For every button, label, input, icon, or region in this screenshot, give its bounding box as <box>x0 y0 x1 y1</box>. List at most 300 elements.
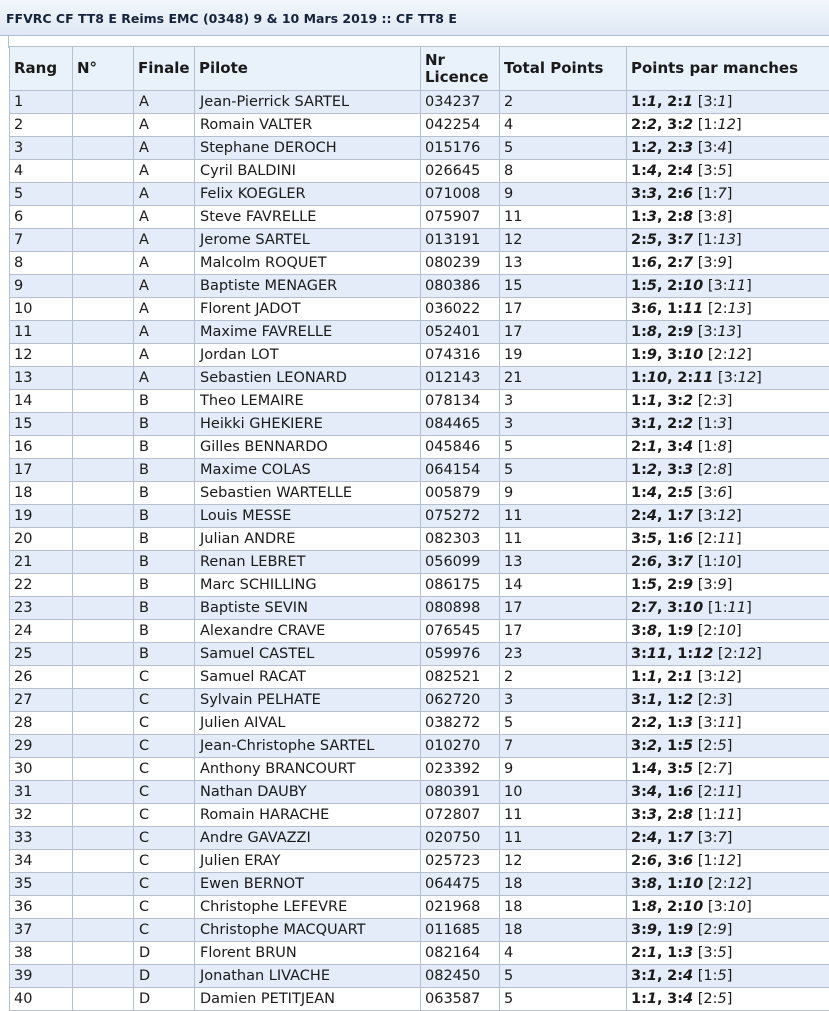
heat-position: 4 <box>647 163 657 179</box>
total-points-cell: 17 <box>500 298 627 321</box>
table-row <box>10 160 829 183</box>
total-points-cell: 4 <box>500 114 627 137</box>
points-par-manches-cell <box>627 206 829 229</box>
heat-number: 2 <box>667 577 677 593</box>
heat-position: 12 <box>738 646 756 662</box>
heat-position: 12 <box>738 370 756 386</box>
numero-cell <box>73 390 134 413</box>
pilote-cell: Heikki GHEKIERE <box>195 413 421 436</box>
table-row <box>10 528 829 551</box>
licence-cell: 064154 <box>421 459 500 482</box>
heat-number: 1 <box>677 646 687 662</box>
counted-heat-score: 2:5 <box>667 485 693 501</box>
licence-cell: 056099 <box>421 551 500 574</box>
table-row <box>10 804 829 827</box>
licence-cell: 075907 <box>421 206 500 229</box>
table-row <box>10 367 829 390</box>
column-header-finale[interactable]: Finale <box>134 47 195 91</box>
rang-cell: 37 <box>10 919 73 942</box>
heat-position: 5 <box>718 945 727 961</box>
counted-heat-score: 3:6 <box>667 853 693 869</box>
points-par-manches-cell <box>627 482 829 505</box>
heat-number: 2 <box>703 462 712 478</box>
numero-cell <box>73 758 134 781</box>
finale-cell: A <box>134 183 195 206</box>
total-points-cell: 5 <box>500 436 627 459</box>
finale-cell: C <box>134 735 195 758</box>
heat-number: 2 <box>631 715 641 731</box>
heat-number: 3 <box>703 508 712 524</box>
column-header-pilote[interactable]: Pilote <box>195 47 421 91</box>
heat-position: 6 <box>718 485 727 501</box>
heat-number: 1 <box>631 485 641 501</box>
counted-heat-score: 3:7 <box>667 554 693 570</box>
counted-heat-score: 3:8, <box>631 623 663 639</box>
table-row <box>10 551 829 574</box>
dropped-heat-score: [1:10] <box>698 554 742 570</box>
heat-position: 6 <box>683 186 693 202</box>
counted-heat-score: 3:2 <box>667 393 693 409</box>
heat-number: 2 <box>667 94 677 110</box>
counted-heat-score: 2:6, <box>631 554 663 570</box>
pilote-cell: Cyril BALDINI <box>195 160 421 183</box>
finale-cell: B <box>134 597 195 620</box>
counted-heat-score: 2:1 <box>667 669 693 685</box>
table-row <box>10 229 829 252</box>
finale-cell: A <box>134 344 195 367</box>
points-par-manches-cell <box>627 597 829 620</box>
finale-cell: A <box>134 160 195 183</box>
licence-cell: 015176 <box>421 137 500 160</box>
rang-cell: 22 <box>10 574 73 597</box>
heat-position: 10 <box>718 623 736 639</box>
finale-cell: A <box>134 114 195 137</box>
points-par-manches-cell <box>627 896 829 919</box>
rang-cell: 29 <box>10 735 73 758</box>
dropped-heat-score: [2:12] <box>708 876 752 892</box>
rang-cell: 24 <box>10 620 73 643</box>
heat-number: 1 <box>667 922 677 938</box>
pilote-cell: Jonathan LIVACHE <box>195 965 421 988</box>
total-points-cell: 9 <box>500 758 627 781</box>
dropped-heat-score: [3:8] <box>698 209 733 225</box>
heat-number: 3 <box>703 324 712 340</box>
heat-position: 4 <box>647 784 657 800</box>
heat-number: 3 <box>667 439 677 455</box>
licence-cell: 025723 <box>421 850 500 873</box>
numero-cell <box>73 781 134 804</box>
counted-heat-score: 1:6 <box>667 784 693 800</box>
dropped-heat-score: [2:9] <box>698 922 733 938</box>
heat-position: 4 <box>647 508 657 524</box>
licence-cell: 010270 <box>421 735 500 758</box>
numero-cell <box>73 965 134 988</box>
pilote-cell: Louis MESSE <box>195 505 421 528</box>
heat-position: 10 <box>683 347 703 363</box>
heat-number: 3 <box>667 117 677 133</box>
heat-number: 2 <box>724 646 733 662</box>
dropped-heat-score: [1:5] <box>698 968 733 984</box>
counted-heat-score: 2:4 <box>667 968 693 984</box>
counted-heat-score: 1:1, <box>631 94 663 110</box>
points-par-manches-cell <box>627 919 829 942</box>
heat-number: 3 <box>703 255 712 271</box>
rang-cell: 14 <box>10 390 73 413</box>
licence-cell: 072807 <box>421 804 500 827</box>
table-row <box>10 275 829 298</box>
heat-number: 1 <box>703 807 712 823</box>
table-row <box>10 735 829 758</box>
counted-heat-score: 3:11, <box>631 646 673 662</box>
counted-heat-score: 3:3, <box>631 807 663 823</box>
total-points-cell: 4 <box>500 942 627 965</box>
heat-position: 9 <box>647 347 657 363</box>
column-header-rang[interactable]: Rang <box>10 47 73 91</box>
heat-position: 5 <box>683 761 693 777</box>
table-row <box>10 390 829 413</box>
table-row <box>10 505 829 528</box>
pilote-cell: Samuel CASTEL <box>195 643 421 666</box>
licence-cell: 042254 <box>421 114 500 137</box>
heat-number: 1 <box>631 209 641 225</box>
points-par-manches-cell <box>627 873 829 896</box>
finale-cell: B <box>134 482 195 505</box>
total-points-cell: 2 <box>500 666 627 689</box>
total-points-cell: 7 <box>500 735 627 758</box>
heat-position: 1 <box>683 94 693 110</box>
counted-heat-score: 1:4, <box>631 163 663 179</box>
licence-cell: 074316 <box>421 344 500 367</box>
finale-cell: B <box>134 390 195 413</box>
finale-cell: C <box>134 712 195 735</box>
points-par-manches-cell <box>627 390 829 413</box>
points-par-manches-cell <box>627 781 829 804</box>
points-par-manches-cell <box>627 91 829 114</box>
table-body <box>10 91 829 1011</box>
licence-cell: 080391 <box>421 781 500 804</box>
total-points-cell: 18 <box>500 873 627 896</box>
finale-cell: D <box>134 942 195 965</box>
heat-position: 5 <box>647 278 657 294</box>
counted-heat-score: 1:3 <box>667 715 693 731</box>
pilote-cell: Theo LEMAIRE <box>195 390 421 413</box>
points-par-manches-cell <box>627 413 829 436</box>
heat-position: 1 <box>647 393 657 409</box>
pilote-cell: Baptiste SEVIN <box>195 597 421 620</box>
pilote-cell: Christophe MACQUART <box>195 919 421 942</box>
counted-heat-score: 1:9 <box>667 922 693 938</box>
points-par-manches-cell <box>627 298 829 321</box>
counted-heat-score: 1:6 <box>667 531 693 547</box>
heat-number: 3 <box>631 876 641 892</box>
rang-cell: 13 <box>10 367 73 390</box>
heat-number: 2 <box>667 140 677 156</box>
heat-position: 6 <box>683 531 693 547</box>
licence-cell: 076545 <box>421 620 500 643</box>
rang-cell: 23 <box>10 597 73 620</box>
heat-position: 2 <box>683 117 693 133</box>
total-points-cell: 18 <box>500 919 627 942</box>
heat-position: 3 <box>683 462 693 478</box>
rang-cell: 19 <box>10 505 73 528</box>
heat-position: 2 <box>647 117 657 133</box>
licence-header-line2: Licence <box>425 68 489 86</box>
heat-number: 1 <box>703 117 712 133</box>
counted-heat-score: 2:4, <box>631 830 663 846</box>
rang-cell: 7 <box>10 229 73 252</box>
total-points-cell: 5 <box>500 712 627 735</box>
table-row <box>10 942 829 965</box>
pilote-cell: Julien ERAY <box>195 850 421 873</box>
numero-cell <box>73 850 134 873</box>
finale-cell: C <box>134 896 195 919</box>
numero-cell <box>73 206 134 229</box>
numero-cell <box>73 919 134 942</box>
licence-cell: 075272 <box>421 505 500 528</box>
heat-number: 3 <box>703 830 712 846</box>
licence-cell: 020750 <box>421 827 500 850</box>
numero-cell <box>73 551 134 574</box>
pilote-cell: Alexandre CRAVE <box>195 620 421 643</box>
heat-number: 2 <box>714 347 723 363</box>
heat-position: 1 <box>647 968 657 984</box>
heat-number: 3 <box>703 577 712 593</box>
dropped-heat-score: [1:12] <box>698 853 742 869</box>
finale-cell: A <box>134 229 195 252</box>
pilote-cell: Steve FAVRELLE <box>195 206 421 229</box>
counted-heat-score: 3:2, <box>631 738 663 754</box>
counted-heat-score: 1:9 <box>667 623 693 639</box>
finale-cell: C <box>134 850 195 873</box>
counted-heat-score: 2:4, <box>631 508 663 524</box>
numero-cell <box>73 298 134 321</box>
column-header-licence[interactable] <box>421 47 500 91</box>
counted-heat-score: 2:1, <box>631 439 663 455</box>
licence-cell: 038272 <box>421 712 500 735</box>
finale-cell: B <box>134 620 195 643</box>
heat-position: 5 <box>718 968 727 984</box>
counted-heat-score: 2:9 <box>667 324 693 340</box>
table-row <box>10 988 829 1011</box>
heat-position: 9 <box>683 922 693 938</box>
heat-number: 3 <box>667 462 677 478</box>
finale-cell: A <box>134 252 195 275</box>
heat-number: 1 <box>703 416 712 432</box>
heat-number: 2 <box>667 278 677 294</box>
table-row <box>10 482 829 505</box>
pilote-cell: Sylvain PELHATE <box>195 689 421 712</box>
heat-position: 11 <box>718 531 736 547</box>
heat-number: 3 <box>724 370 733 386</box>
heat-number: 1 <box>714 600 723 616</box>
heat-number: 2 <box>667 669 677 685</box>
points-par-manches-cell <box>627 344 829 367</box>
heat-position: 6 <box>647 853 657 869</box>
table-row <box>10 643 829 666</box>
dropped-heat-score: [2:5] <box>698 738 733 754</box>
heat-position: 8 <box>718 462 727 478</box>
dropped-heat-score: [3:7] <box>698 830 733 846</box>
heat-position: 4 <box>718 140 727 156</box>
finale-cell: C <box>134 919 195 942</box>
licence-cell: 063587 <box>421 988 500 1011</box>
licence-cell: 086175 <box>421 574 500 597</box>
numero-cell <box>73 873 134 896</box>
heat-number: 3 <box>631 623 641 639</box>
heat-number: 3 <box>667 393 677 409</box>
heat-position: 5 <box>718 991 727 1007</box>
heat-position: 3 <box>718 416 727 432</box>
counted-heat-score: 1:1, <box>631 991 663 1007</box>
counted-heat-score: 3:5 <box>667 761 693 777</box>
finale-cell: B <box>134 505 195 528</box>
table-row <box>10 896 829 919</box>
dropped-heat-score: [1:7] <box>698 186 733 202</box>
dropped-heat-score: [2:11] <box>698 784 742 800</box>
numero-cell <box>73 413 134 436</box>
heat-position: 6 <box>683 784 693 800</box>
heat-number: 1 <box>667 876 677 892</box>
column-header-points-par-manches[interactable]: Points par manches <box>627 47 829 91</box>
dropped-heat-score: [2:10] <box>698 623 742 639</box>
heat-position: 1 <box>647 439 657 455</box>
rang-cell: 16 <box>10 436 73 459</box>
total-points-cell: 12 <box>500 229 627 252</box>
numero-cell <box>73 321 134 344</box>
rang-cell: 40 <box>10 988 73 1011</box>
pilote-cell: Samuel RACAT <box>195 666 421 689</box>
numero-cell <box>73 574 134 597</box>
dropped-heat-score: [3:4] <box>698 140 733 156</box>
counted-heat-score: 3:2 <box>667 117 693 133</box>
counted-heat-score: 3:10 <box>667 600 703 616</box>
counted-heat-score: 1:5, <box>631 278 663 294</box>
pilote-cell: Baptiste MENAGER <box>195 275 421 298</box>
licence-cell: 005879 <box>421 482 500 505</box>
heat-position: 7 <box>718 186 727 202</box>
rang-cell: 8 <box>10 252 73 275</box>
heat-position: 5 <box>647 232 657 248</box>
pilote-cell: Christophe LEFEVRE <box>195 896 421 919</box>
dropped-heat-score: [2:8] <box>698 462 733 478</box>
dropped-heat-score: [3:12] <box>718 370 762 386</box>
finale-cell: D <box>134 988 195 1011</box>
finale-cell: A <box>134 298 195 321</box>
heat-number: 2 <box>703 623 712 639</box>
heat-position: 11 <box>683 301 703 317</box>
points-par-manches-cell <box>627 275 829 298</box>
licence-cell: 080386 <box>421 275 500 298</box>
rang-cell: 6 <box>10 206 73 229</box>
heat-number: 1 <box>631 462 641 478</box>
heat-position: 13 <box>718 324 736 340</box>
licence-cell: 013191 <box>421 229 500 252</box>
heat-position: 3 <box>683 945 693 961</box>
table-row <box>10 459 829 482</box>
heat-number: 1 <box>667 692 677 708</box>
finale-cell: C <box>134 758 195 781</box>
total-points-cell: 11 <box>500 827 627 850</box>
points-par-manches-cell <box>627 735 829 758</box>
heat-position: 11 <box>718 807 736 823</box>
heat-number: 3 <box>631 922 641 938</box>
heat-number: 3 <box>714 899 723 915</box>
points-par-manches-cell <box>627 528 829 551</box>
dropped-heat-score: [3:9] <box>698 577 733 593</box>
heat-position: 10 <box>683 899 703 915</box>
pilote-cell: Damien PETITJEAN <box>195 988 421 1011</box>
heat-number: 2 <box>703 991 712 1007</box>
heat-position: 2 <box>683 416 693 432</box>
heat-number: 3 <box>631 531 641 547</box>
rang-cell: 2 <box>10 114 73 137</box>
heat-number: 3 <box>631 186 641 202</box>
heat-number: 1 <box>667 945 677 961</box>
heat-number: 1 <box>703 853 712 869</box>
heat-number: 2 <box>631 117 641 133</box>
licence-cell: 036022 <box>421 298 500 321</box>
licence-cell: 026645 <box>421 160 500 183</box>
counted-heat-score: 3:4, <box>631 784 663 800</box>
heat-number: 3 <box>703 209 712 225</box>
heat-number: 2 <box>631 830 641 846</box>
dropped-heat-score: [3:12] <box>698 508 742 524</box>
heat-number: 3 <box>703 945 712 961</box>
table-row <box>10 183 829 206</box>
rang-cell: 15 <box>10 413 73 436</box>
column-header-total-points[interactable]: Total Points <box>500 47 627 91</box>
points-par-manches-cell <box>627 804 829 827</box>
dropped-heat-score: [1:12] <box>698 117 742 133</box>
column-header-numero[interactable]: N° <box>73 47 134 91</box>
licence-cell: 084465 <box>421 413 500 436</box>
counted-heat-score: 3:5, <box>631 531 663 547</box>
points-par-manches-cell <box>627 252 829 275</box>
points-par-manches-cell <box>627 666 829 689</box>
table-row <box>10 758 829 781</box>
heat-position: 10 <box>728 899 746 915</box>
pilote-cell: Felix KOEGLER <box>195 183 421 206</box>
heat-number: 1 <box>703 554 712 570</box>
licence-cell: 023392 <box>421 758 500 781</box>
rang-cell: 35 <box>10 873 73 896</box>
heat-position: 8 <box>683 807 693 823</box>
counted-heat-score: 3:1, <box>631 968 663 984</box>
finale-cell: B <box>134 643 195 666</box>
rang-cell: 1 <box>10 91 73 114</box>
heat-number: 2 <box>703 784 712 800</box>
heat-number: 2 <box>703 393 712 409</box>
counted-heat-score: 2:10 <box>667 899 703 915</box>
rang-cell: 12 <box>10 344 73 367</box>
total-points-cell: 12 <box>500 850 627 873</box>
table-row <box>10 413 829 436</box>
numero-cell <box>73 160 134 183</box>
finale-cell: B <box>134 528 195 551</box>
rang-cell: 5 <box>10 183 73 206</box>
heat-position: 8 <box>718 209 727 225</box>
counted-heat-score: 2:1 <box>667 94 693 110</box>
heat-position: 9 <box>683 324 693 340</box>
heat-number: 1 <box>703 968 712 984</box>
heat-position: 9 <box>647 922 657 938</box>
counted-heat-score: 2:2 <box>667 416 693 432</box>
heat-number: 1 <box>703 186 712 202</box>
heat-number: 2 <box>631 600 641 616</box>
heat-number: 1 <box>667 301 677 317</box>
points-par-manches-cell <box>627 988 829 1011</box>
heat-position: 3 <box>647 807 657 823</box>
